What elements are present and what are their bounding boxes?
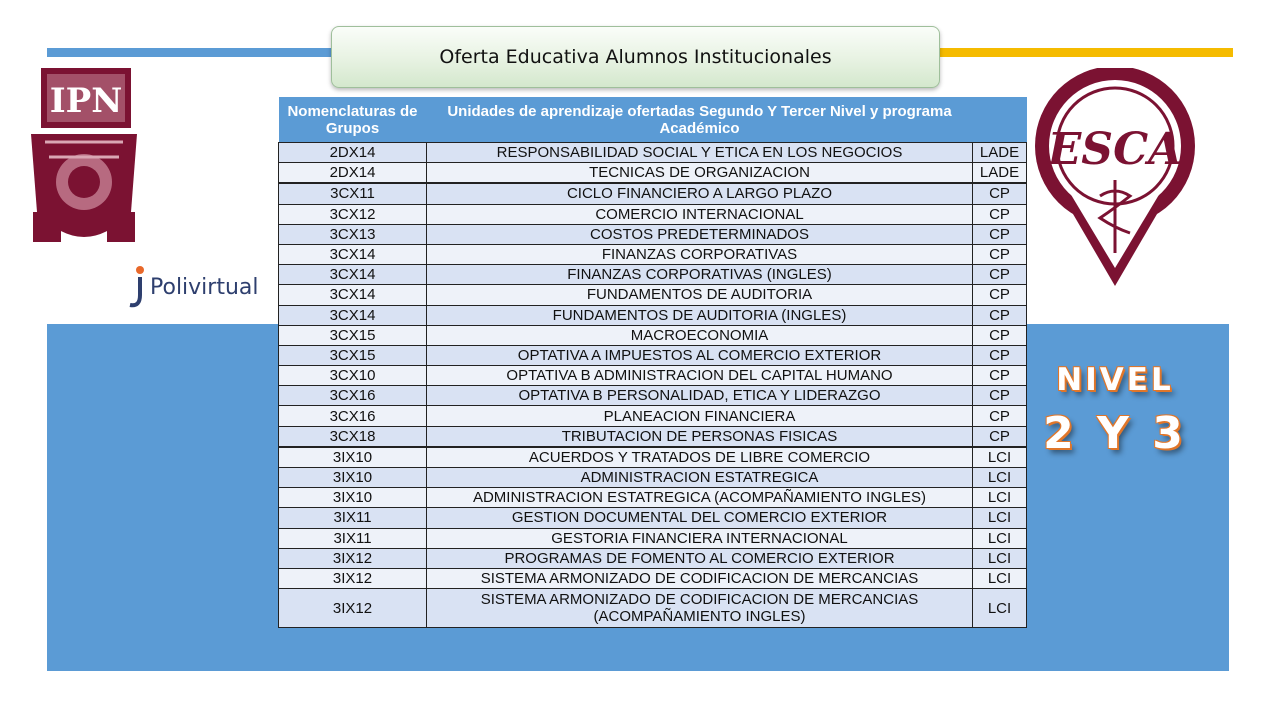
table-row <box>279 305 1027 325</box>
unit-cell: ADMINISTRACION ESTATREGICA (ACOMPAÑAMIENTO INGLES) <box>427 488 973 508</box>
program-cell: CP <box>973 366 1027 386</box>
unit-cell: TECNICAS DE ORGANIZACION <box>427 163 973 184</box>
table-header-row <box>279 97 1027 143</box>
ipn-logo <box>25 62 143 257</box>
program-cell: CP <box>973 305 1027 325</box>
group-cell: 3CX14 <box>279 285 427 305</box>
polivirtual-icon <box>128 265 146 309</box>
program-cell: CP <box>973 345 1027 365</box>
unit-cell: CICLO FINANCIERO A LARGO PLAZO <box>427 183 973 204</box>
program-cell: CP <box>973 406 1027 426</box>
group-cell: 3CX15 <box>279 345 427 365</box>
group-cell: 3CX14 <box>279 244 427 264</box>
unit-cell: FINANZAS CORPORATIVAS <box>427 244 973 264</box>
table-row <box>279 426 1027 447</box>
program-cell: CP <box>973 285 1027 305</box>
unit-cell: FUNDAMENTOS DE AUDITORIA (INGLES) <box>427 305 973 325</box>
unit-cell: OPTATIVA B PERSONALIDAD, ETICA Y LIDERAZGO <box>427 386 973 406</box>
program-cell: CP <box>973 183 1027 204</box>
polivirtual-text: Polivirtual <box>150 274 259 300</box>
group-cell: 3CX18 <box>279 426 427 447</box>
table-row <box>279 345 1027 365</box>
group-cell: 3IX10 <box>279 488 427 508</box>
table-row <box>279 589 1027 628</box>
program-cell: LCI <box>973 528 1027 548</box>
header-program <box>973 97 1027 143</box>
program-cell: LCI <box>973 548 1027 568</box>
table-row <box>279 224 1027 244</box>
group-cell: 3IX11 <box>279 528 427 548</box>
group-cell: 3CX14 <box>279 305 427 325</box>
level-badge-line1: NIVEL <box>1056 362 1174 398</box>
table-row <box>279 488 1027 508</box>
esca-logo-text: ESCA <box>1047 124 1183 175</box>
level-badge <box>1040 360 1190 462</box>
table-row <box>279 548 1027 568</box>
unit-cell: RESPONSABILIDAD SOCIAL Y ETICA EN LOS NEGOCIOS <box>427 143 973 163</box>
group-cell: 2DX14 <box>279 163 427 184</box>
table-row <box>279 265 1027 285</box>
table-row <box>279 244 1027 264</box>
group-cell: 3IX12 <box>279 589 427 628</box>
program-cell: CP <box>973 224 1027 244</box>
program-cell: CP <box>973 244 1027 264</box>
unit-cell: ADMINISTRACION ESTATREGICA <box>427 468 973 488</box>
top-accent-bar-blue <box>47 48 347 57</box>
unit-cell: ACUERDOS Y TRATADOS DE LIBRE COMERCIO <box>427 447 973 468</box>
group-cell: 3CX14 <box>279 265 427 285</box>
course-offer-table <box>278 97 1027 628</box>
unit-cell: PROGRAMAS DE FOMENTO AL COMERCIO EXTERIOR <box>427 548 973 568</box>
table-row <box>279 366 1027 386</box>
program-cell: CP <box>973 426 1027 447</box>
page-title: Oferta Educativa Alumnos Institucionales <box>331 26 940 88</box>
ipn-logo-text: IPN <box>49 81 123 121</box>
unit-cell: FUNDAMENTOS DE AUDITORIA <box>427 285 973 305</box>
program-cell: LCI <box>973 589 1027 628</box>
group-cell: 3IX12 <box>279 568 427 588</box>
table-row <box>279 183 1027 204</box>
unit-cell: TRIBUTACION DE PERSONAS FISICAS <box>427 426 973 447</box>
group-cell: 2DX14 <box>279 143 427 163</box>
table-row <box>279 508 1027 528</box>
program-cell: CP <box>973 386 1027 406</box>
table-row <box>279 143 1027 163</box>
group-cell: 3CX11 <box>279 183 427 204</box>
table-row <box>279 468 1027 488</box>
unit-cell: FINANZAS CORPORATIVAS (INGLES) <box>427 265 973 285</box>
unit-cell: OPTATIVA A IMPUESTOS AL COMERCIO EXTERIOR <box>427 345 973 365</box>
table-row <box>279 285 1027 305</box>
group-cell: 3CX16 <box>279 406 427 426</box>
unit-cell: OPTATIVA B ADMINISTRACION DEL CAPITAL HUMANO <box>427 366 973 386</box>
table-row <box>279 204 1027 224</box>
unit-cell: PLANEACION FINANCIERA <box>427 406 973 426</box>
program-cell: LADE <box>973 163 1027 184</box>
header-units: Unidades de aprendizaje ofertadas Segundo Y Tercer Nivel y programa Académico <box>427 97 973 143</box>
group-cell: 3CX13 <box>279 224 427 244</box>
table-row <box>279 163 1027 184</box>
program-cell: CP <box>973 204 1027 224</box>
top-accent-bar-yellow <box>930 48 1233 57</box>
unit-cell: MACROECONOMIA <box>427 325 973 345</box>
table-row <box>279 386 1027 406</box>
program-cell: LCI <box>973 488 1027 508</box>
level-badge-line2: 2 Y 3 <box>1043 408 1187 459</box>
unit-cell: SISTEMA ARMONIZADO DE CODIFICACION DE MERCANCIAS (ACOMPAÑAMIENTO INGLES) <box>427 589 973 628</box>
program-cell: LCI <box>973 508 1027 528</box>
unit-cell: GESTION DOCUMENTAL DEL COMERCIO EXTERIOR <box>427 508 973 528</box>
unit-cell: COMERCIO INTERNACIONAL <box>427 204 973 224</box>
group-cell: 3IX11 <box>279 508 427 528</box>
table-row <box>279 325 1027 345</box>
program-cell: LCI <box>973 568 1027 588</box>
program-cell: CP <box>973 265 1027 285</box>
program-cell: LCI <box>973 447 1027 468</box>
table-row <box>279 447 1027 468</box>
group-cell: 3IX12 <box>279 548 427 568</box>
group-cell: 3CX15 <box>279 325 427 345</box>
table-row <box>279 528 1027 548</box>
program-cell: CP <box>973 325 1027 345</box>
group-cell: 3IX10 <box>279 447 427 468</box>
polivirtual-logo <box>128 264 259 310</box>
program-cell: LCI <box>973 468 1027 488</box>
table-row <box>279 568 1027 588</box>
unit-cell: COSTOS PREDETERMINADOS <box>427 224 973 244</box>
header-groups: Nomenclaturas de Grupos <box>279 97 427 143</box>
group-cell: 3IX10 <box>279 468 427 488</box>
group-cell: 3CX12 <box>279 204 427 224</box>
group-cell: 3CX10 <box>279 366 427 386</box>
program-cell: LADE <box>973 143 1027 163</box>
unit-cell: SISTEMA ARMONIZADO DE CODIFICACION DE MERCANCIAS <box>427 568 973 588</box>
table-row <box>279 406 1027 426</box>
unit-cell: GESTORIA FINANCIERA INTERNACIONAL <box>427 528 973 548</box>
esca-logo <box>1030 68 1200 290</box>
group-cell: 3CX16 <box>279 386 427 406</box>
